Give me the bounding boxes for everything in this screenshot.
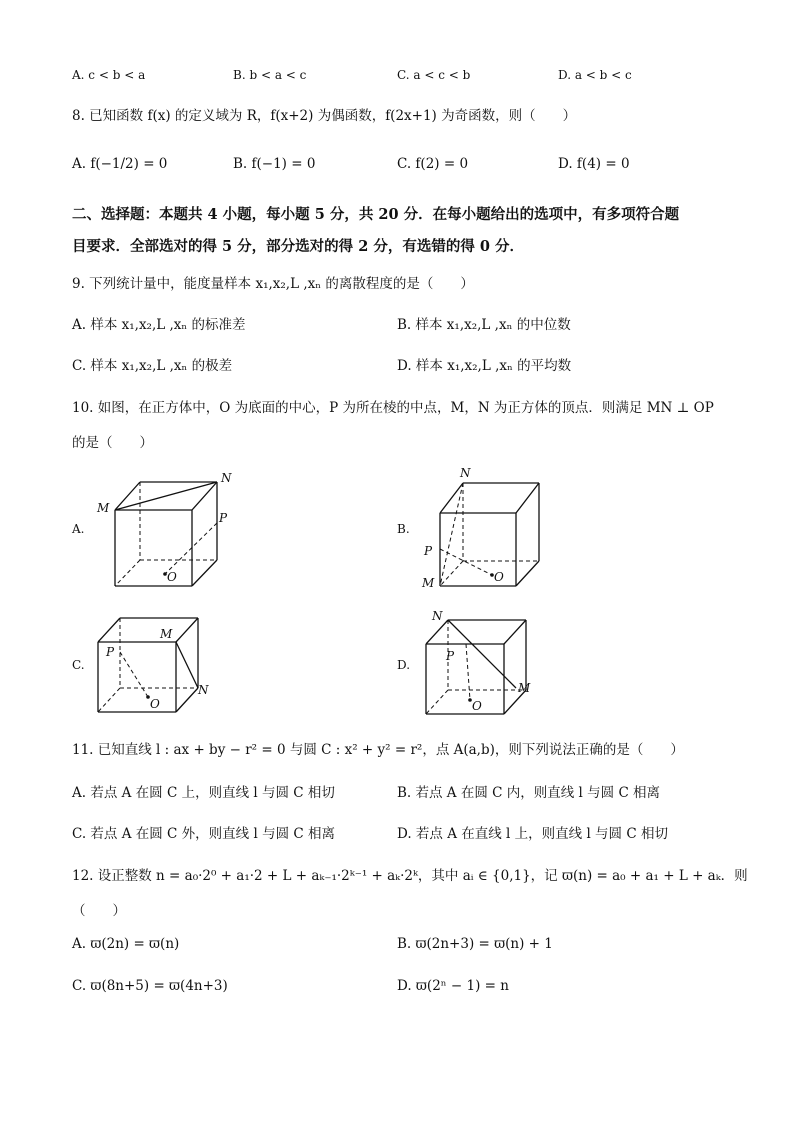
point-label-m: M (422, 576, 435, 590)
q12-option-d[interactable]: D. ϖ(2ⁿ − 1) = n (397, 978, 509, 994)
q10-option-b-label[interactable]: B. (397, 522, 410, 536)
q7-option-b[interactable]: B. b < a < c (233, 68, 307, 82)
q11-option-b[interactable]: B. 若点 A 在圆 C 内，则直线 l 与圆 C 相离 (397, 785, 661, 801)
point-label-m: M (97, 501, 110, 515)
q8-option-d[interactable]: D. f(4) = 0 (558, 156, 630, 172)
q10-option-a-label[interactable]: A. (72, 522, 85, 536)
q10-figure-d (420, 606, 560, 721)
q10-option-d-label[interactable]: D. (397, 658, 411, 672)
point-label-o: O (150, 697, 160, 711)
q10-stem-line2: 的是（ ） (72, 435, 153, 451)
q9-stem: 9. 下列统计量中，能度量样本 x₁,x₂,L ,xₙ 的离散程度的是（ ） (72, 276, 474, 292)
q10-option-c-label[interactable]: C. (72, 658, 85, 672)
point-label-n: N (432, 609, 443, 623)
q10-figure-c (92, 612, 232, 722)
point-label-p: P (424, 544, 433, 558)
q8-option-a[interactable]: A. f(−1/2) = 0 (72, 156, 168, 172)
point-label-p: P (106, 645, 115, 659)
q12-stem-line2: （ ） (72, 903, 126, 919)
point-label-o: O (472, 699, 482, 713)
q12-option-c[interactable]: C. ϖ(8n+5) = ϖ(4n+3) (72, 978, 228, 994)
q9-option-a[interactable]: A. 样本 x₁,x₂,L ,xₙ 的标准差 (72, 317, 246, 333)
q12-option-b[interactable]: B. ϖ(2n+3) = ϖ(n) + 1 (397, 936, 553, 952)
section2-heading-line1: 二、选择题：本题共 4 小题，每小题 5 分，共 20 分．在每小题给出的选项中，有多项符合题 (72, 206, 680, 223)
q12-option-a[interactable]: A. ϖ(2n) = ϖ(n) (72, 936, 180, 952)
point-label-p: P (219, 511, 228, 525)
q9-option-d[interactable]: D. 样本 x₁,x₂,L ,xₙ 的平均数 (397, 358, 572, 374)
point-label-n: N (198, 683, 209, 697)
q8-stem: 8. 已知函数 f(x) 的定义域为 R，f(x+2) 为偶函数，f(2x+1) 为奇函数，则（ ） (72, 108, 577, 124)
point-label-m: M (160, 627, 173, 641)
point-label-n: N (460, 466, 471, 480)
q11-option-d[interactable]: D. 若点 A 在直线 l 上，则直线 l 与圆 C 相切 (397, 826, 668, 842)
q10-stem-line1: 10. 如图，在正方体中，O 为底面的中心，P 为所在棱的中点，M，N 为正方体的顶点．则满足 MN ⊥ OP (72, 400, 714, 416)
q11-option-a[interactable]: A. 若点 A 在圆 C 上，则直线 l 与圆 C 相切 (72, 785, 335, 801)
q9-option-b[interactable]: B. 样本 x₁,x₂,L ,xₙ 的中位数 (397, 317, 571, 333)
q11-option-c[interactable]: C. 若点 A 在圆 C 外，则直线 l 与圆 C 相离 (72, 826, 335, 842)
q7-option-d[interactable]: D. a < b < c (558, 68, 632, 82)
q11-stem: 11. 已知直线 l : ax + by − r² = 0 与圆 C : x² + y² = r²，点 A(a,b)，则下列说法正确的是（ ） (72, 742, 684, 758)
point-label-m: M (518, 681, 531, 695)
q8-option-b[interactable]: B. f(−1) = 0 (233, 156, 316, 172)
q8-option-c[interactable]: C. f(2) = 0 (397, 156, 469, 172)
q9-option-c[interactable]: C. 样本 x₁,x₂,L ,xₙ 的极差 (72, 358, 233, 374)
q10-figure-b (418, 463, 568, 593)
q10-figure-a (95, 468, 245, 593)
point-label-n: N (221, 471, 232, 485)
q7-option-a[interactable]: A. c < b < a (72, 68, 146, 82)
point-label-o: O (494, 570, 504, 584)
point-label-p: P (446, 649, 455, 663)
q7-option-c[interactable]: C. a < c < b (397, 68, 471, 82)
q12-stem-line1: 12. 设正整数 n = a₀·2⁰ + a₁·2 + L + aₖ₋₁·2ᵏ⁻¹ + aₖ·2ᵏ，其中 aᵢ ∈ {0,1}，记 ϖ(n) = a₀ + a₁ + L + aₖ．则 (72, 868, 748, 884)
section2-heading-line2: 目要求．全部选对的得 5 分，部分选对的得 2 分，有选错的得 0 分． (72, 238, 525, 255)
point-label-o: O (167, 570, 177, 584)
